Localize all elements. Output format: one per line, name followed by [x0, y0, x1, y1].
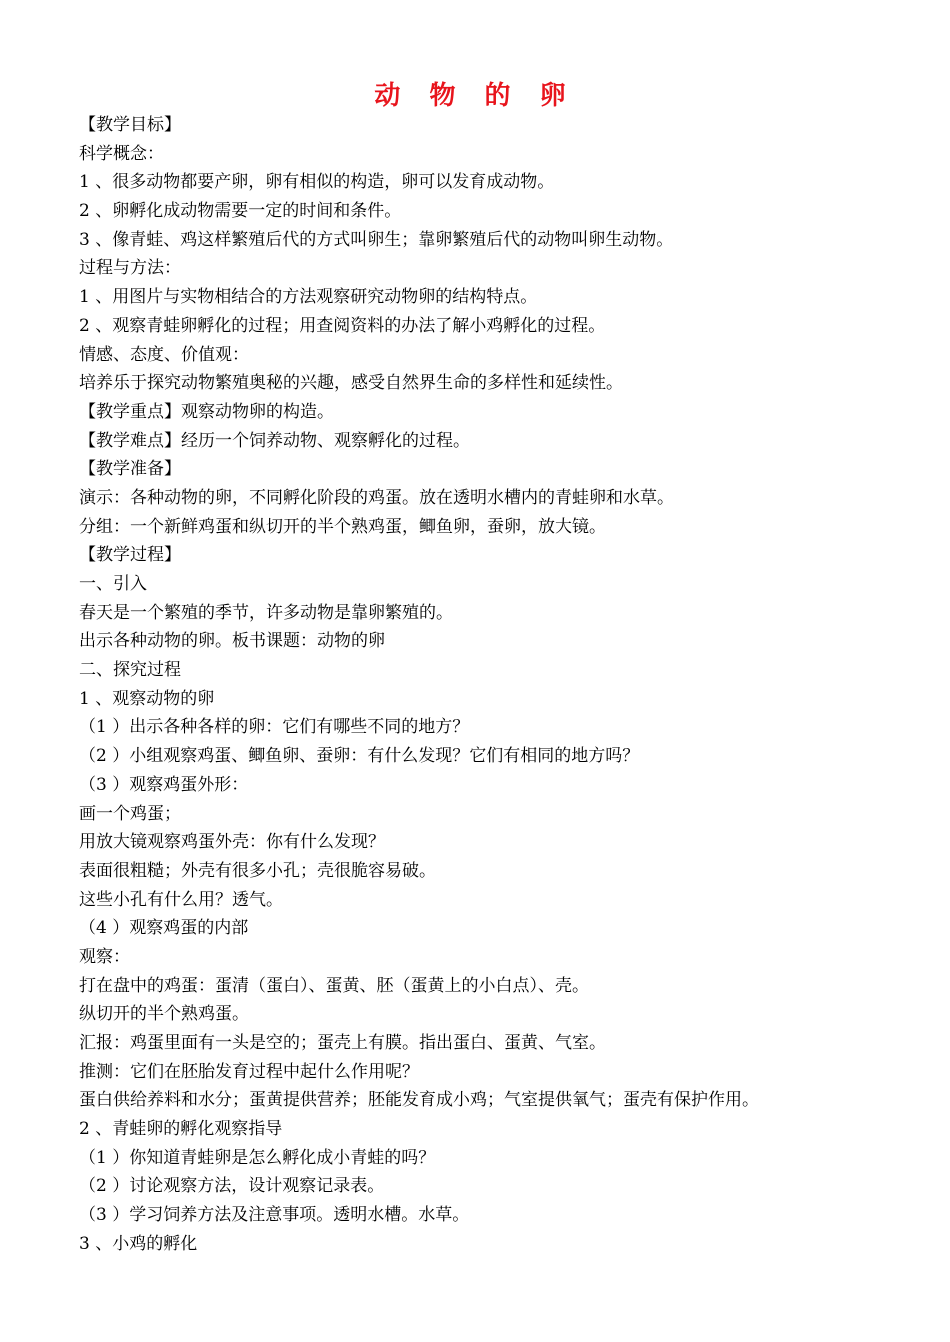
- text-line: （2 ）小组观察鸡蛋、鲫鱼卵、蚕卵：有什么发现？它们有相同的地方吗？: [79, 746, 640, 767]
- text-line: 这些小孔有什么用？透气。: [79, 889, 283, 910]
- text-line: 培养乐于探究动物繁殖奥秘的兴趣，感受自然界生命的多样性和延续性。: [79, 373, 623, 394]
- text-line: 用放大镜观察鸡蛋外壳：你有什么发现？: [79, 832, 385, 853]
- text-line: 画一个鸡蛋；: [79, 803, 181, 824]
- text-line: （2 ）讨论观察方法，设计观察记录表。: [79, 1176, 385, 1197]
- document-body: [79, 111, 879, 1259]
- text-line: 纵切开的半个熟鸡蛋。: [79, 1004, 249, 1025]
- text-line: 【教学重点】观察动物卵的构造。: [79, 401, 334, 422]
- text-line: （3 ）学习饲养方法及注意事项。透明水槽。水草。: [79, 1205, 470, 1226]
- text-line: 汇报：鸡蛋里面有一头是空的；蛋壳上有膜。指出蛋白、蛋黄、气室。: [79, 1033, 606, 1053]
- text-line: 【教学目标】: [79, 115, 181, 135]
- text-line: 观察：: [79, 946, 130, 967]
- text-line: （1 ）你知道青蛙卵是怎么孵化成小青蛙的吗？: [79, 1147, 436, 1168]
- text-line: 3 、像青蛙、鸡这样繁殖后代的方式叫卵生；靠卵繁殖后代的动物叫卵生动物。: [79, 229, 674, 250]
- text-line: （1 ）出示各种各样的卵：它们有哪些不同的地方？: [79, 717, 470, 738]
- text-line: 出示各种动物的卵。板书课题：动物的卵: [79, 631, 385, 652]
- text-line: 1 、很多动物都要产卵，卵有相似的构造，卵可以发育成动物。: [79, 172, 555, 193]
- text-line: 分组：一个新鲜鸡蛋和纵切开的半个熟鸡蛋，鲫鱼卵，蚕卵，放大镜。: [79, 516, 606, 537]
- text-line: 春天是一个繁殖的季节，许多动物是靠卵繁殖的。: [79, 602, 453, 623]
- text-line: （4 ）观察鸡蛋的内部: [79, 918, 249, 939]
- text-line: 【教学难点】经历一个饲养动物、观察孵化的过程。: [79, 430, 470, 451]
- text-line: 【教学过程】: [79, 545, 181, 566]
- text-line: 二、探究过程: [79, 660, 181, 681]
- text-line: 1 、观察动物的卵: [79, 688, 215, 709]
- text-line: 3 、小鸡的孵化: [79, 1233, 198, 1254]
- text-line: 打在盘中的鸡蛋：蛋清（蛋白）、蛋黄、胚（蛋黄上的小白点）、壳。: [79, 975, 589, 996]
- text-line: 表面很粗糙；外壳有很多小孔；壳很脆容易破。: [79, 860, 436, 881]
- text-line: 1 、用图片与实物相结合的方法观察研究动物卵的结构特点。: [79, 287, 538, 308]
- text-line: 演示：各种动物的卵，不同孵化阶段的鸡蛋。放在透明水槽内的青蛙卵和水草。: [79, 487, 674, 508]
- text-line: （3 ）观察鸡蛋外形：: [79, 774, 249, 795]
- text-line: 2 、青蛙卵的孵化观察指导: [79, 1119, 283, 1140]
- text-line: 【教学准备】: [79, 459, 181, 480]
- document-title: 动 物 的 卵: [374, 81, 576, 111]
- text-line: 一、引入: [79, 574, 147, 594]
- text-line: 2 、卵孵化成动物需要一定的时间和条件。: [79, 201, 402, 222]
- text-line: 科学概念：: [79, 143, 164, 164]
- text-line: 推测：它们在胚胎发育过程中起什么作用呢？: [79, 1061, 419, 1082]
- text-line: 2 、观察青蛙卵孵化的过程；用查阅资料的办法了解小鸡孵化的过程。: [79, 315, 606, 336]
- text-line: 过程与方法：: [79, 258, 181, 279]
- text-line: 蛋白供给养料和水分；蛋黄提供营养；胚能发育成小鸡；气室提供氧气；蛋壳有保护作用。: [79, 1090, 759, 1111]
- text-line: 情感、态度、价值观：: [79, 344, 249, 365]
